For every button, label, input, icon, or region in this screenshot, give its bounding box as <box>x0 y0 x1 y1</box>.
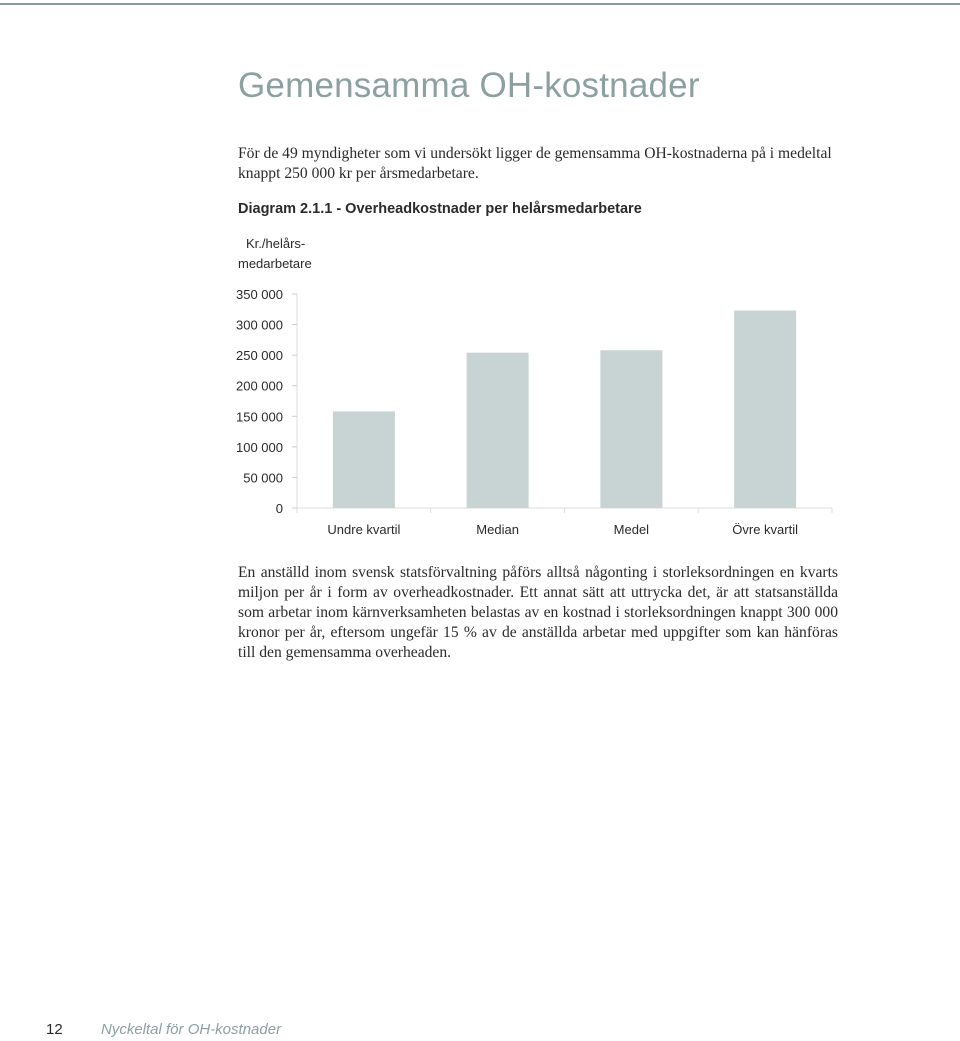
x-category-label: Undre kvartil <box>327 522 401 537</box>
bars <box>333 311 796 508</box>
y-tick-label: 150 000 <box>236 409 283 425</box>
y-tick-label: 350 000 <box>236 287 283 302</box>
page-title: Gemensamma OH-kostnader <box>238 66 700 105</box>
page-number: 12 <box>46 1021 63 1038</box>
y-tick-label: 300 000 <box>236 317 283 333</box>
x-labels <box>327 522 798 537</box>
bar-medel <box>600 350 662 508</box>
y-tick-label: 250 000 <box>236 348 283 364</box>
x-category-label: Övre kvartil <box>732 522 798 537</box>
bar-övre-kvartil <box>734 311 796 508</box>
body-paragraph: En anställd inom svensk statsförvaltning påförs alltså någonting i storleksordningen en kvarts miljon per år i form av overheadkostnader. Ett annat sätt att uttrycka det, är att statsanställda som arbetar inom kärnverksamheten belastas av en kostnad i storleksordningen knappt 300 000 kronor per år, eftersom ungefär 15 % av de anställda arbetar med uppgifter som kan hänföras till den gemensamma overheaden. <box>238 564 838 661</box>
y-axis-title-line-2: medarbetare <box>238 256 312 271</box>
x-category-label: Median <box>476 522 519 537</box>
y-axis-title <box>238 236 312 271</box>
y-tick-label: 50 000 <box>243 470 283 486</box>
x-category-label: Medel <box>613 522 650 537</box>
y-tick-label: 200 000 <box>236 378 283 394</box>
bar-undre-kvartil <box>333 411 395 508</box>
bar-median <box>467 353 529 508</box>
x-ticks <box>297 508 832 513</box>
y-tick-label: 0 <box>275 501 283 516</box>
footer-publication-title: Nyckeltal för OH-kostnader <box>101 1021 282 1038</box>
diagram-title: Diagram 2.1.1 - Overheadkostnader per helårsmedarbetare <box>238 201 642 217</box>
y-axis-title-line-1: Kr./helårs- <box>246 236 306 251</box>
y-ticks <box>236 287 297 516</box>
y-tick-label: 100 000 <box>236 439 283 455</box>
intro-paragraph: För de 49 myndigheter som vi undersökt ligger de gemensamma OH-kostnaderna på i medeltal knappt 250 000 kr per årsmedarbetare. <box>238 145 832 182</box>
